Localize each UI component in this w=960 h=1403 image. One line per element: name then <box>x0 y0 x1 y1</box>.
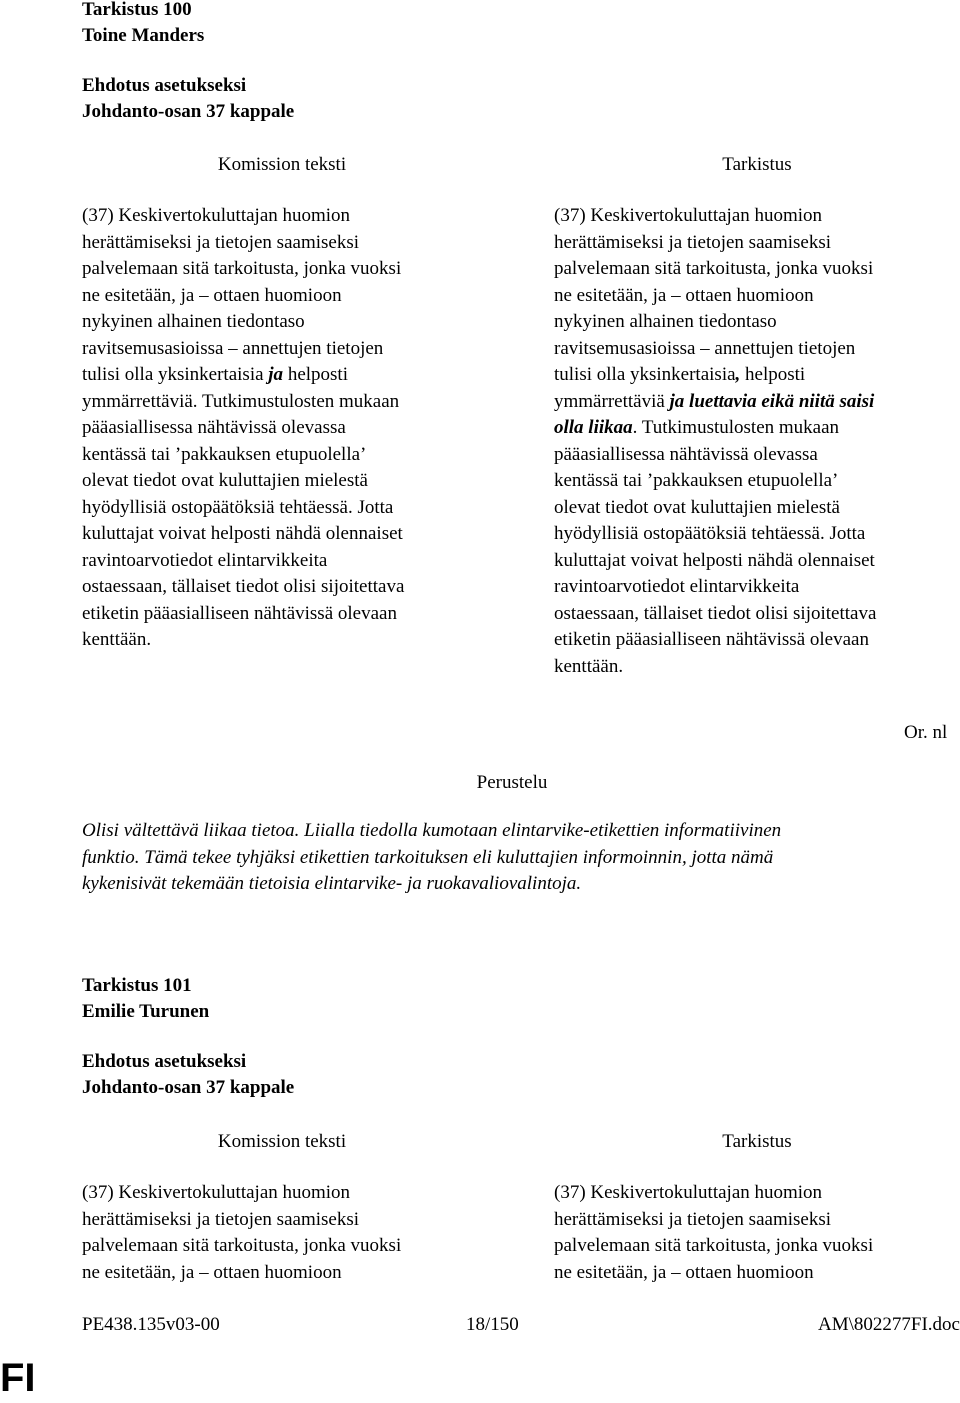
text-segment: helposti <box>740 364 806 385</box>
text-line: nykyinen alhainen tiedontaso <box>554 311 777 332</box>
highlighted-change: olla liikaa <box>554 417 633 438</box>
text-line: herättämiseksi ja tietojen saamiseksi <box>554 1208 832 1230</box>
text-segment: ymmärrettäviä <box>554 390 670 412</box>
text-line: kentässä tai ’pakkauksen etupuolella’ <box>82 443 367 465</box>
text-line <box>554 389 954 416</box>
text-line: ravitsemusasioissa – annettujen tietojen <box>554 337 856 359</box>
text-line: (37) Keskivertokuluttajan huomion <box>554 1182 823 1203</box>
text-line <box>554 362 954 389</box>
text-line: kuluttajat voivat helposti nähdä olennaiset <box>82 523 403 544</box>
highlighted-change: ja luettavia eikä niitä saisi <box>669 390 875 412</box>
footer-page-number: 18/150 <box>466 1314 519 1335</box>
proposal-label: Ehdotus asetukseksi <box>82 1051 247 1072</box>
text-line: kuluttajat voivat helposti nähdä olennaiset <box>554 549 875 571</box>
text-segment: tulisi olla yksinkertaisia <box>82 364 269 385</box>
text-line: funktio. Tämä tekee tyhjäksi etikettien tarkoituksen eli kuluttajien informoinnin, jotta nämä <box>82 846 774 868</box>
amendment-author: Emilie Turunen <box>82 1001 210 1022</box>
proposal-label: Ehdotus asetukseksi <box>82 75 247 96</box>
amendment-heading: Tarkistus <box>722 1131 792 1152</box>
text-line: ne esitetään, ja – ottaen huomioon <box>554 284 814 306</box>
text-line: etiketin pääasialliseen nähtävissä olevaan <box>82 602 397 624</box>
text-line: herättämiseksi ja tietojen saamiseksi <box>82 231 360 253</box>
text-segment: helposti <box>283 364 348 385</box>
original-language: Or. nl <box>904 722 948 743</box>
text-segment: tulisi olla yksinkertaisia <box>554 364 736 385</box>
text-line: ostaessaan, tällaiset tiedot olisi sijoitettava <box>554 602 877 624</box>
text-line: (37) Keskivertokuluttajan huomion <box>82 1182 351 1203</box>
text-line: ostaessaan, tällaiset tiedot olisi sijoitettava <box>82 576 405 597</box>
text-line: (37) Keskivertokuluttajan huomion <box>554 205 823 226</box>
text-line: kenttään. <box>82 629 152 650</box>
text-line: ravintoarvotiedot elintarvikkeita <box>82 549 328 571</box>
text-line: palvelemaan sitä tarkoitusta, jonka vuoksi <box>82 258 402 279</box>
text-line: herättämiseksi ja tietojen saamiseksi <box>554 231 832 253</box>
text-line: nykyinen alhainen tiedontaso <box>82 311 305 332</box>
text-line: Olisi vältettävä liikaa tietoa. Liialla tiedolla kumotaan elintarvike-etikettien informatiivinen <box>82 820 782 841</box>
amendment-text-column <box>554 1180 954 1286</box>
commission-text-heading: Komission teksti <box>217 1131 347 1152</box>
text-line <box>82 362 482 389</box>
text-line: (37) Keskivertokuluttajan huomion <box>82 205 351 226</box>
text-line: ravitsemusasioissa – annettujen tietojen <box>82 337 384 359</box>
text-line: kenttään. <box>554 655 624 677</box>
text-line: olevat tiedot ovat kuluttajien mielestä <box>82 470 368 491</box>
text-line: hyödyllisiä ostopäätöksiä tehtäessä. Jotta <box>554 523 866 544</box>
text-line: palvelemaan sitä tarkoitusta, jonka vuoksi <box>82 1235 402 1256</box>
text-line: ne esitetään, ja – ottaen huomioon <box>82 1261 342 1283</box>
text-line: kykenisivät tekemään tietoisia elintarvike- ja ruokavaliovalintoja. <box>82 873 582 894</box>
text-line: palvelemaan sitä tarkoitusta, jonka vuoksi <box>554 1235 874 1256</box>
amendment-author: Toine Manders <box>82 25 205 46</box>
commission-text-column <box>82 203 482 654</box>
highlighted-change: ja <box>268 364 284 385</box>
text-line: ymmärrettäviä. Tutkimustulosten mukaan <box>82 390 400 412</box>
text-line <box>554 415 954 442</box>
text-line: etiketin pääasialliseen nähtävissä olevaan <box>554 629 869 650</box>
text-line: olevat tiedot ovat kuluttajien mielestä <box>554 496 840 518</box>
amendment-title: Tarkistus 101 <box>82 975 192 996</box>
justification-text <box>82 818 942 898</box>
text-line: ne esitetään, ja – ottaen huomioon <box>82 284 342 306</box>
text-line: ravintoarvotiedot elintarvikkeita <box>554 576 800 597</box>
text-segment: . Tutkimustulosten mukaan <box>632 417 840 438</box>
highlighted-change: , <box>735 364 741 385</box>
footer-doc-ref: PE438.135v03-00 <box>82 1314 220 1335</box>
text-line: hyödyllisiä ostopäätöksiä tehtäessä. Jotta <box>82 496 394 518</box>
amendment-heading: Tarkistus <box>722 154 792 175</box>
language-code: FI <box>0 1356 36 1400</box>
text-line: herättämiseksi ja tietojen saamiseksi <box>82 1208 360 1230</box>
text-line: pääasiallisessa nähtävissä olevassa <box>554 443 818 465</box>
commission-text-heading: Komission teksti <box>217 154 347 175</box>
reference-label: Johdanto-osan 37 kappale <box>82 1077 295 1098</box>
amendment-text-column <box>554 203 954 680</box>
text-line: kentässä tai ’pakkauksen etupuolella’ <box>554 470 839 491</box>
text-line: palvelemaan sitä tarkoitusta, jonka vuoksi <box>554 258 874 279</box>
justification-heading: Perustelu <box>476 772 548 793</box>
footer-file-name: AM\802277FI.doc <box>818 1314 960 1335</box>
reference-label: Johdanto-osan 37 kappale <box>82 101 295 122</box>
amendment-title: Tarkistus 100 <box>82 0 192 20</box>
commission-text-column <box>82 1180 482 1286</box>
text-line: pääasiallisessa nähtävissä olevassa <box>82 417 346 438</box>
text-line: ne esitetään, ja – ottaen huomioon <box>554 1261 814 1283</box>
